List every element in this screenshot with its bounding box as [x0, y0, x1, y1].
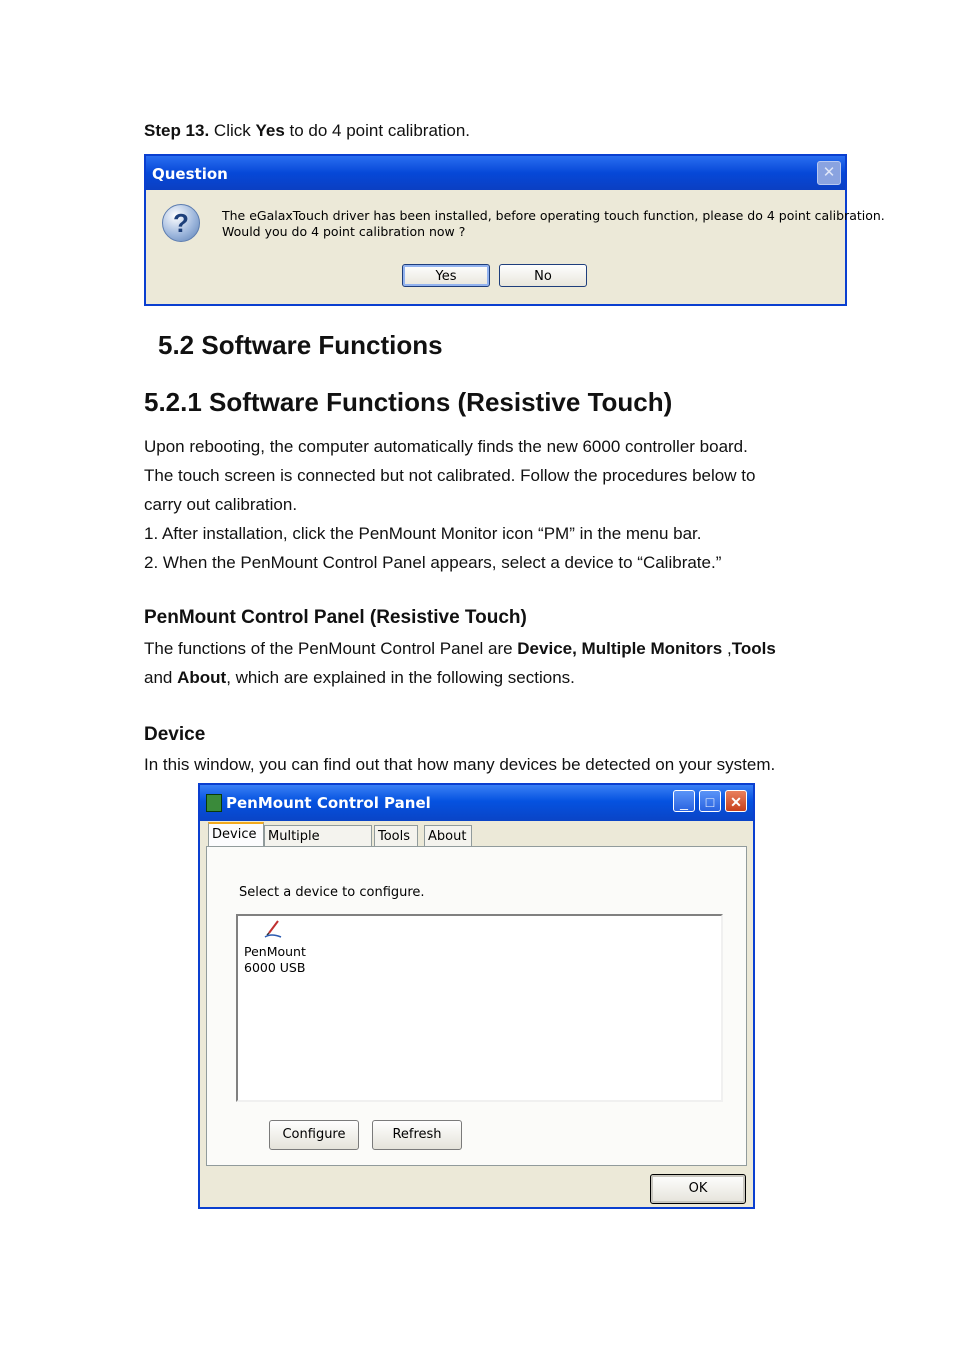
cp-text: and — [144, 668, 178, 687]
cp-bold: Tools — [731, 639, 776, 658]
configure-button[interactable]: Configure — [269, 1120, 359, 1150]
intro-line: carry out calibration. — [144, 495, 298, 514]
cp-text: , which are explained in the following sections. — [226, 668, 575, 687]
cp-bold: About — [177, 668, 227, 687]
step-number: Step 13. — [144, 121, 210, 140]
device-text: In this window, you can find out that how many devices be detected on your system. — [144, 755, 776, 774]
section-heading: 5.2 Software Functions — [158, 330, 443, 360]
cp-text: , — [722, 639, 732, 658]
dialog-message-line2: Would you do 4 point calibration now ? — [222, 224, 466, 239]
cp-text: The functions of the PenMount Control Panel are — [144, 639, 518, 658]
device-list[interactable] — [236, 914, 723, 1102]
close-icon[interactable]: ✕ — [817, 161, 841, 185]
step-text-end: to do 4 point calibration. — [284, 121, 471, 140]
close-icon[interactable]: ✕ — [725, 790, 747, 812]
subsection-heading: 5.2.1 Software Functions (Resistive Touch) — [144, 387, 673, 417]
intro-line: 1. After installation, click the PenMount Monitor icon “PM” in the menu bar. — [144, 524, 702, 543]
intro-line: 2. When the PenMount Control Panel appears, select a device to “Calibrate.” — [144, 553, 722, 572]
device-tab-panel — [206, 846, 747, 1166]
window-titlebar — [200, 785, 753, 821]
question-icon: ? — [162, 204, 200, 242]
dialog-message-line1: The eGalaxTouch driver has been installed, before operating touch function, please do 4 point calibration. — [222, 208, 885, 223]
device-model: 6000 USB — [244, 960, 306, 975]
intro-line: The touch screen is connected but not calibrated. Follow the procedures below to — [144, 466, 756, 485]
device-name: PenMount — [244, 944, 306, 959]
device-item-penmount[interactable] — [244, 944, 306, 976]
refresh-button[interactable]: Refresh — [372, 1120, 462, 1150]
penmount-window — [198, 783, 755, 1209]
control-panel-text — [144, 663, 575, 692]
yes-button[interactable]: Yes — [402, 264, 490, 287]
maximize-icon[interactable]: □ — [699, 790, 721, 812]
step-text: Click — [209, 121, 256, 140]
tab-device[interactable]: Device — [208, 822, 264, 847]
dialog-message — [222, 208, 885, 240]
device-heading: Device — [144, 724, 206, 745]
penmount-app-icon — [206, 794, 222, 812]
dialog-titlebar — [146, 156, 845, 190]
control-panel-text — [144, 634, 776, 663]
pen-device-icon — [263, 919, 283, 939]
tab-about[interactable]: About — [424, 825, 472, 847]
minimize-icon[interactable]: _ — [673, 790, 695, 812]
tab-tools[interactable]: Tools — [374, 825, 418, 847]
intro-line: Upon rebooting, the computer automatically finds the new 6000 controller board. — [144, 437, 748, 456]
tab-multiple-monitors[interactable]: Multiple — [264, 825, 372, 847]
ok-button[interactable]: OK — [650, 1174, 746, 1204]
step-yes: Yes — [255, 121, 285, 140]
cp-bold: Device, Multiple Monitors — [517, 639, 723, 658]
control-panel-heading: PenMount Control Panel (Resistive Touch) — [144, 607, 527, 628]
step13-line — [144, 116, 470, 145]
question-dialog — [144, 154, 885, 306]
window-title: PenMount Control Panel — [226, 794, 431, 812]
dialog-title: Question — [152, 165, 228, 183]
no-button[interactable]: No — [499, 264, 587, 287]
select-device-label: Select a device to configure. — [239, 885, 425, 900]
